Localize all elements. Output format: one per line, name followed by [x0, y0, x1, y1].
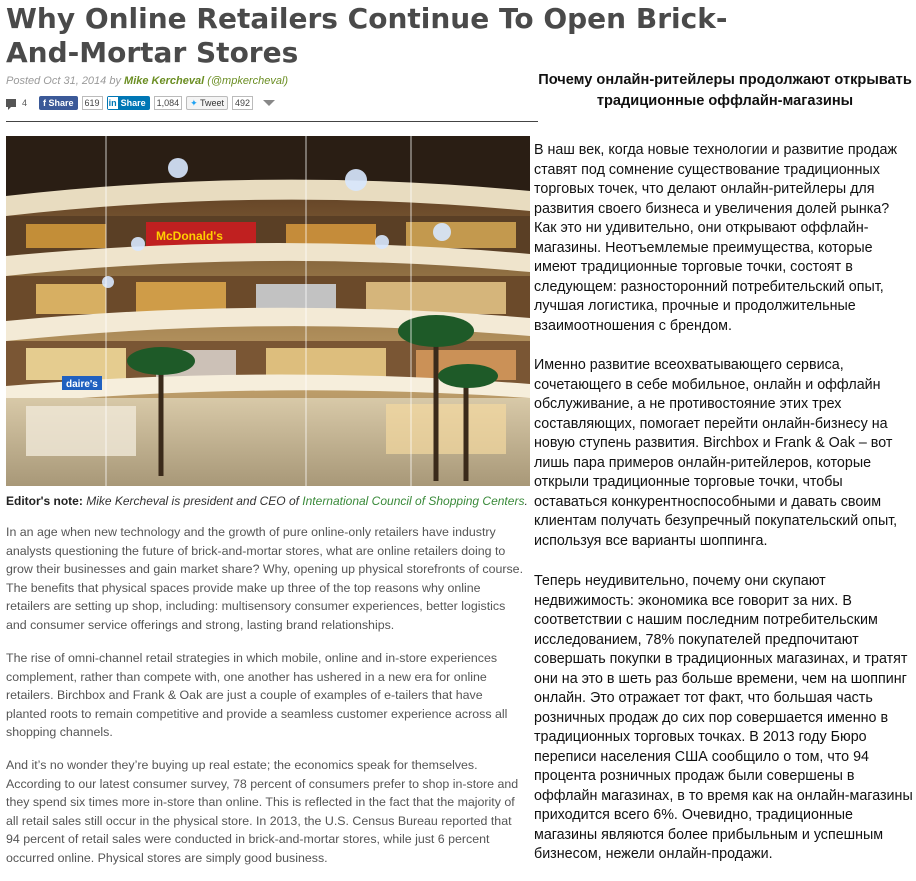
comment-icon[interactable] [6, 99, 16, 107]
body-paragraph-3: And it’s no wonder they’re buying up real estate; the economics speak for themselves. According to our latest consumer survey, 78 percent of consumers prefer to shop in-store and they spend six times more in-store than online. This is reflected in the fact that the majority of all retail sales still occur in the physical store. In 2013, the U.S. Census Bureau reported that 94 percent of retail sales were conducted in brick-and-mortar stores, while just 6 percent occurred online. Physical stores are simply good business. [6, 758, 519, 865]
mall-interior-photo [6, 136, 530, 486]
translation-paragraph-2: Именно развитие всеохватывающего сервиса, сочетающего в себе мобильное, онлайн и оффлайн обслуживание, а не противостояние этих трех составляющих, помогает перейти онлайн-бизнесу на новую ступень развития. Birchbox и Frank & Oak – вот лишь пара примеров онлайн-ритейлеров, которые открыли традиционные торговые точки, чтобы оставаться конкурентноспособными и давать своим клиентам получать безупречный покупательский опыт, используя все варианты шоппинга. [534, 357, 898, 549]
posted-date: Posted Oct 31, 2014 by [6, 75, 125, 87]
linkedin-share-count: 1,084 [154, 96, 183, 110]
header-divider [6, 121, 538, 122]
daires-sign: daire's [66, 379, 98, 390]
byline [6, 75, 288, 87]
editor-note-label: Editor's note: [6, 494, 83, 508]
body-paragraph-1: In an age when new technology and the growth of pure online-only retailers have industry analysts questioning the future of brick-and-mortar stores, what are online retailers doing to grow their businesses and gain market share? Why, opening up physical storefronts of course. The benefits that physical spaces provide make up three of the top reasons why online retailers are setting up shop, including: multisensory consumer experiences, better logistics and consumer service offerings and strong, lasting brand relationships. [6, 525, 524, 632]
mcdonalds-sign: McDonald's [156, 229, 223, 243]
share-bar [6, 95, 275, 111]
editor-note-text: Mike Kercheval is president and CEO of [82, 494, 303, 508]
editor-note: Editor's note: Mike Kercheval is president and CEO of International Council of Shopping Centers. [6, 494, 528, 508]
translation-paragraph-3: Теперь неудивительно, почему они скупают недвижимость: экономика все говорит за них. В соответствии с нашим последним потребительским исследованием, 78% покупателей предпочитают совершать покупки в традиционных магазинах, и тратят они на это в шеть раз больше времени, чем на шоппинг онлайн. Это отражает тот факт, что большая часть розничных продаж до сих пор совершается именно в традиционных торговых точках. В 2013 году Бюро переписи населения США сообщило о том, что 94 процента розничных продаж были совершены в оффлайн магазинах, в то время как на онлайн-магазины приходится всего 6%. Очевидно, традиционные магазины являются более прибыльным и успешным бизнесом, нежели онлайн-продажи. [534, 573, 913, 862]
facebook-share-button[interactable]: f Share [39, 96, 78, 110]
author-link[interactable]: Mike Kercheval [124, 75, 205, 87]
facebook-icon: f [43, 98, 49, 108]
linkedin-share-button[interactable]: in Share [107, 96, 150, 110]
mall-illustration [6, 136, 530, 486]
translation-title: Почему онлайн-ритейлеры продолжают открывать традиционные оффлайн-магазины [538, 72, 912, 109]
facebook-share-count: 619 [82, 96, 103, 110]
comment-count[interactable]: 4 [22, 98, 28, 108]
icsc-link[interactable]: International Council of Shopping Centers [302, 494, 525, 508]
body-paragraph-2: The rise of omni-channel retail strategies in which mobile, online and in-store experiences complement, rather than compete with, one another has ushered in a new era for online retailers. Birchbox and Frank & Oak are just a couple of examples of e-tailers that have planted roots to remain competitive and provide a seamless customer experience across all shopping channels. [6, 651, 508, 739]
tweet-button[interactable]: ✦ Tweet [186, 96, 228, 110]
linkedin-icon: in [108, 98, 117, 108]
author-handle-link[interactable]: (@mpkercheval) [207, 75, 289, 87]
tweet-count: 492 [232, 96, 253, 110]
translation-paragraph-1: В наш век, когда новые технологии и развитие продаж ставят под сомнение существование традиционных торговых точек, что делают онлайн-ритейлеры для развития своего бизнеса и увеличения долей рынка? Как это ни удивительно, они открывают оффлайн-магазины. Неотъемлемые преимущества, которые имеют традиционные торговые точки, состоят в следующем: разносторонний потребительский опыт, лучшая логистика, прочные и продолжительные взаимоотношения с брендом. [534, 142, 898, 334]
article-title: Why Online Retailers Continue To Open Brick-And-Mortar Stores [6, 2, 728, 69]
more-share-chevron-icon[interactable] [263, 100, 275, 106]
twitter-icon: ✦ [190, 98, 200, 108]
